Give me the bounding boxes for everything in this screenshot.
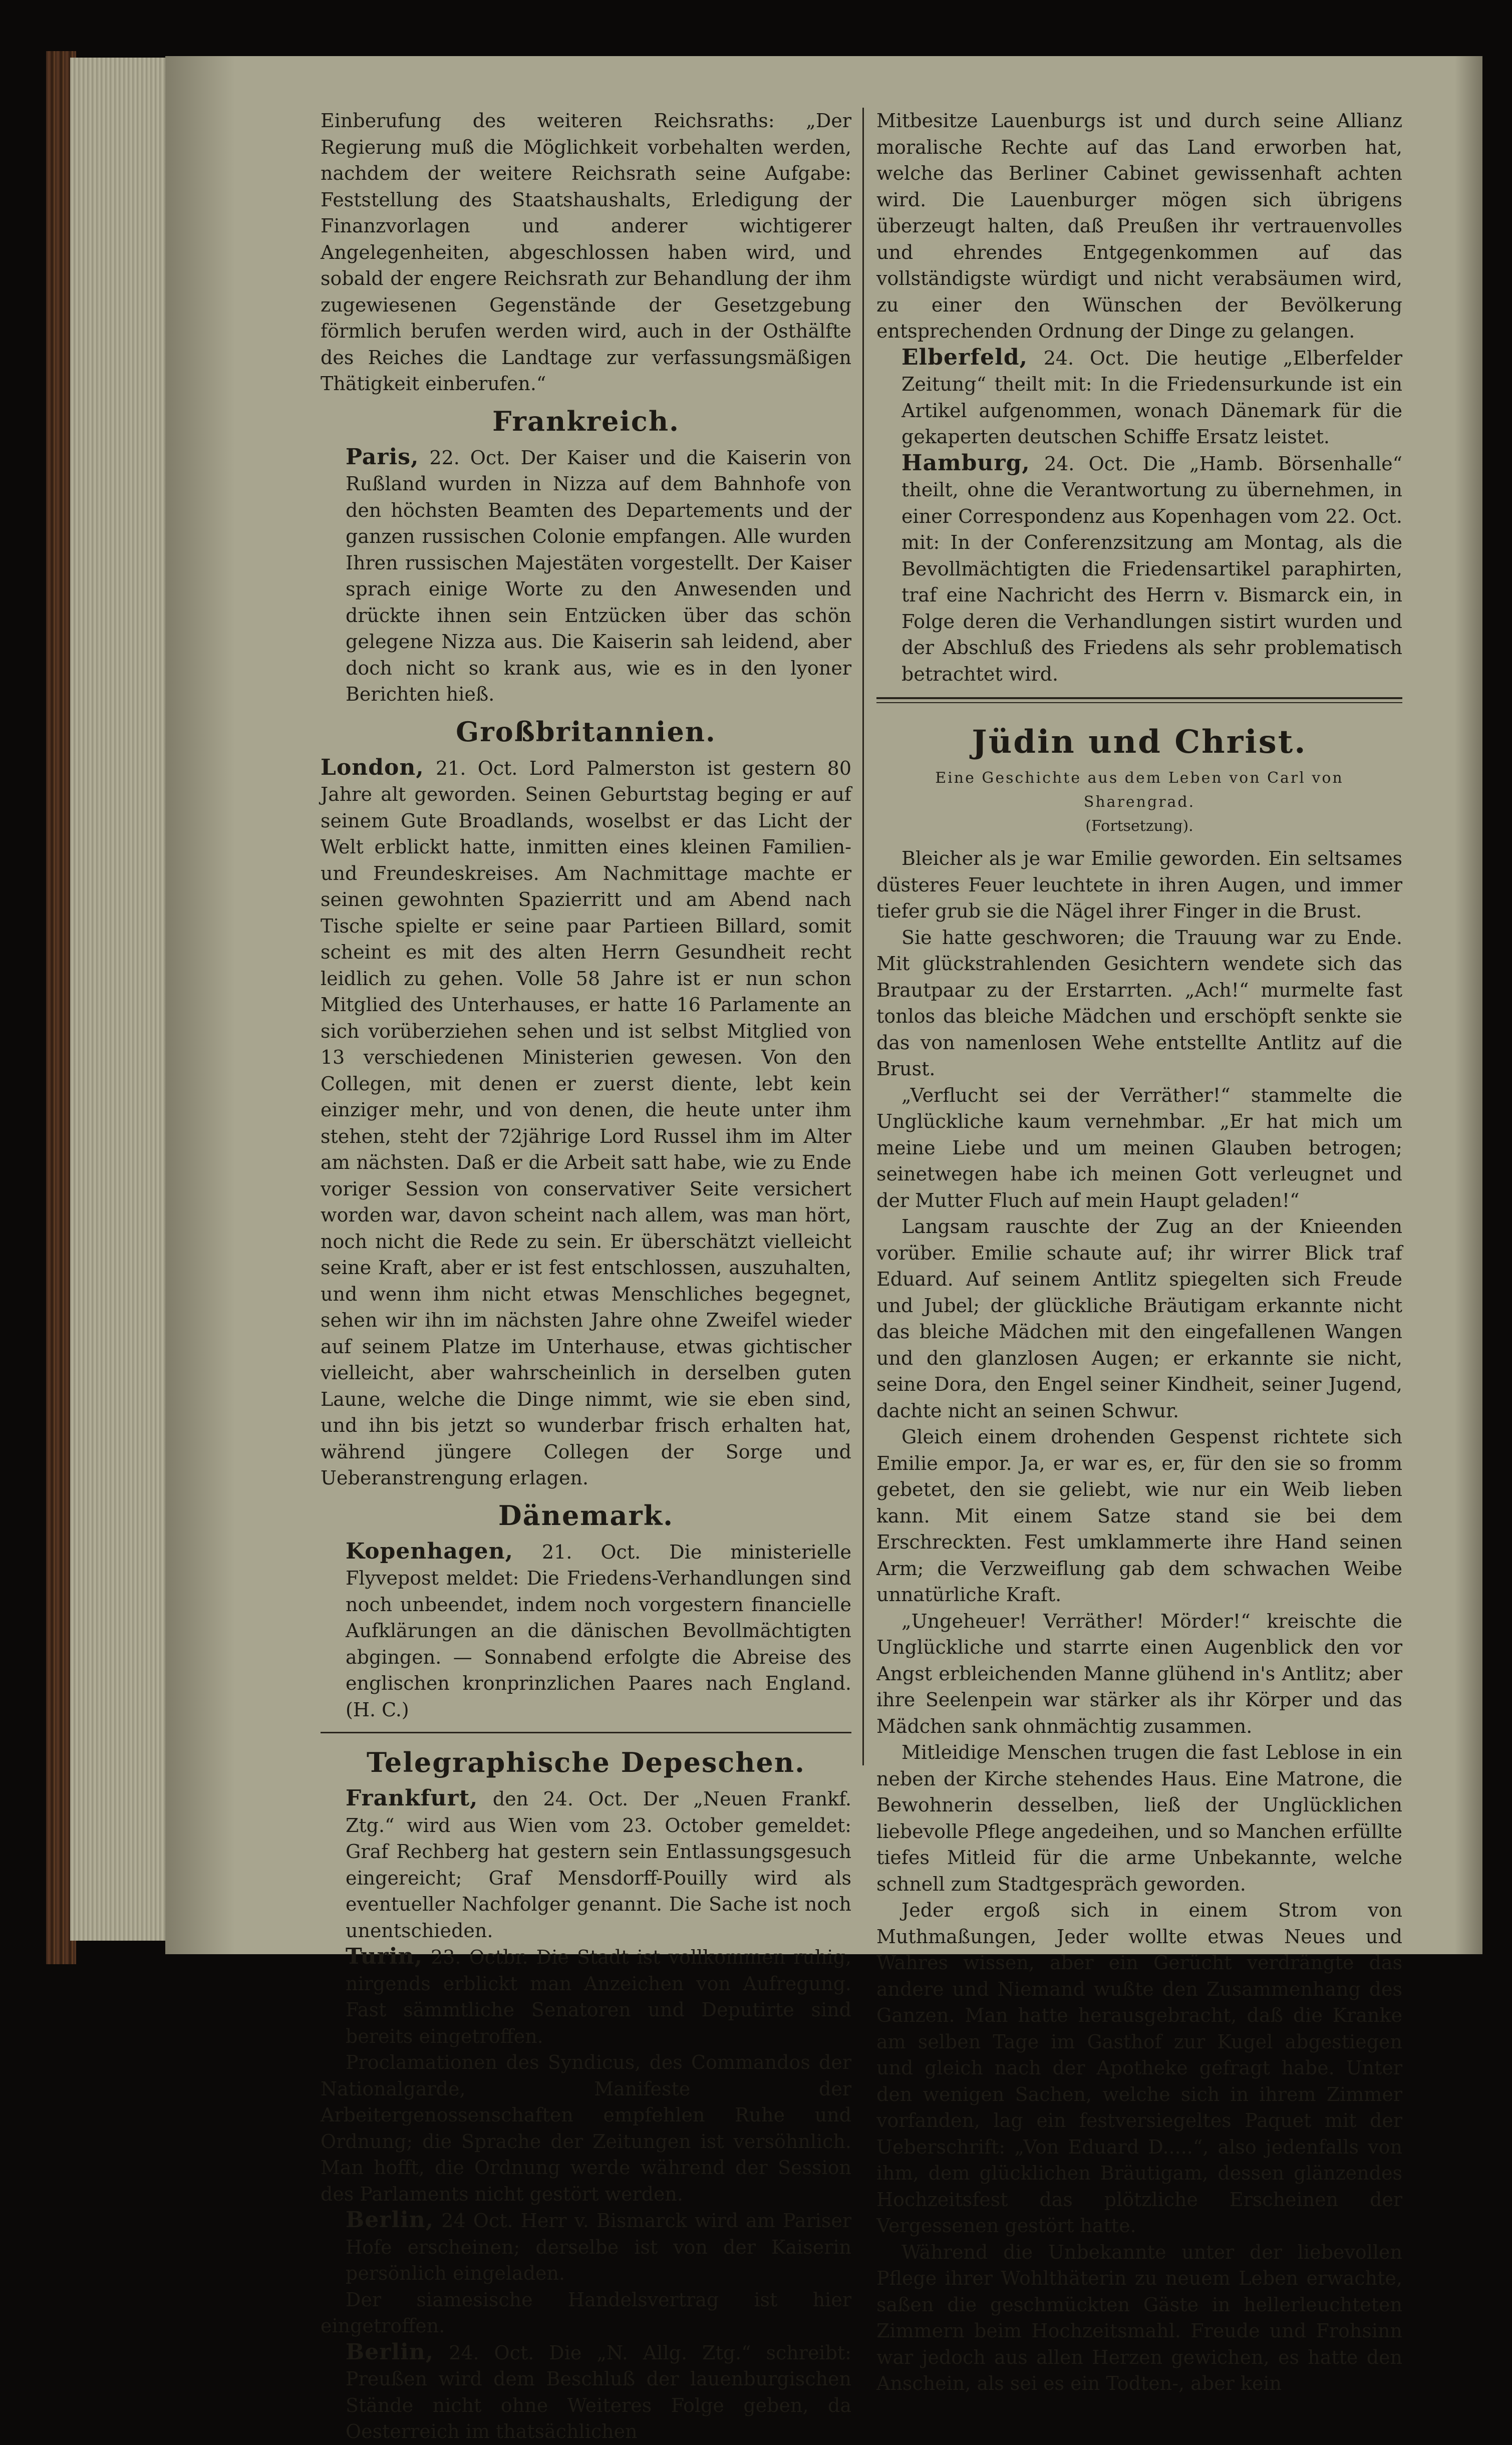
dispatch-item xyxy=(321,2339,851,2445)
dispatch-place: Berlin, xyxy=(346,2207,434,2233)
story-paragraph: Sie hatte geschworen; die Trauung war zu Ende. Mit glückstrahlenden Gesichtern wendete sich das Brautpaar zu der Erstarrten. „Ach!“ murmelte fast tonlos das bleiche Mädchen und erschöpft senkte sie das von namenlosen Wehe entstellte Antlitz auf die Brust. xyxy=(876,926,1402,1080)
heading-daenemark: Dänemark. xyxy=(498,1499,674,1532)
story-paragraph: „Verflucht sei der Verräther!“ stammelte die Unglückliche kaum vernehmbar. „Er hat mich um meine Liebe und um meinen Glauben betrogen; seinetwegen habe ich meinen Gott verleugnet und der Mutter Fluch auf mein Haupt geladen!“ xyxy=(876,1084,1402,1211)
article-elberfeld xyxy=(876,345,1402,450)
story-paragraph: Während die Unbekannte unter der liebevollen Pflege ihrer Wohlthäterin zu neuem Leben erwachte, saßen die geschmückten Gäste in hellerleuchteten Zimmern beim Hochzeitsmahl. Freude und Frohsinn war jedoch aus allen Herzen gewichen, es hatte den Anschein, als sei es ein Todten-, aber kein xyxy=(876,2241,1402,2394)
dispatch-text: den 24. Oct. Der „Neuen Frankf. Ztg.“ wird aus Wien vom 23. October gemeldet: Graf Rechberg hat gestern sein Entlassungsgesuch eingereicht; Graf Mensdorff-Pouilly wird als eventueller Nachfolger genannt. Die Sache ist noch unentschieden. xyxy=(346,1788,851,1942)
dispatch-text: 24 Oct. Herr v. Bismarck wird am Pariser Hofe erscheinen; derselbe ist von der Kaiserin persönlich eingeladen. xyxy=(346,2210,851,2284)
right-intro-text: Mitbesitze Lauenburgs ist und durch seine Allianz moralische Rechte auf das Land erworben hat, welche das Berliner Cabinet gewissenhaft achten wird. Die Lauenburger mögen sich übrigens überzeugt halten, daß Preußen ihr vertrauenvolles und ehrendes Entgegenkommen auf das vollständigste würdigt und nicht verabsäumen wird, zu einer den Wünschen der Bevölkerung entsprechenden Ordnung der Dinge zu gelangen. xyxy=(876,110,1402,342)
dispatch-place: Frankfurt, xyxy=(346,1785,478,1811)
place-paris: Paris, xyxy=(346,444,419,470)
right-column xyxy=(876,108,1402,2397)
heading-grossbritannien: Großbritannien. xyxy=(456,715,716,748)
dispatch-place: Turin, xyxy=(346,1944,423,1969)
story-paragraph: Mitleidige Menschen trugen die fast Leblose in ein neben der Kirche stehendes Haus. Eine Matrone, die Bewohnerin desselben, ließ der Unglücklichen liebevolle Pflege angedeihen, und so Manchen erfüllte tiefes Mitleid für die arme Unbekannte, welche schnell zum Stadtgespräch geworden. xyxy=(876,1741,1402,1895)
story-subtitle: Eine Geschichte aus dem Leben von Carl von Sharengrad. xyxy=(935,769,1344,811)
left-column xyxy=(321,108,851,2445)
story-paragraph: Jeder ergoß sich in einem Strom von Muthmaßungen, Jeder wollte etwas Neues und Wahres wissen, aber ein Gerücht verdrängte das andere und Niemand wußte den Zusammenhang des Ganzen. Man hatte herausgebracht, daß die Kranke am selben Tage im Gasthof zur Kugel abgestiegen und gleich nach der Apotheke gefragt habe. Unter den wenigen Sachen, welche sich in ihrem Zimmer vorfanden, lag ein festversiegeltes Paquet mit der Ueberschrift: „Von Eduard D.....“, also jedenfalls von ihm, dem glücklichen Bräutigam, dessen glänzendes Hochzeitsfest das plötzliche Erscheinen der Vergessenen gestört hatte. xyxy=(876,1899,1402,2237)
section-divider xyxy=(321,1732,851,1733)
dispatch-item xyxy=(321,1944,851,2049)
feuilleton-divider xyxy=(876,697,1402,703)
gutter-shadow xyxy=(165,56,235,1954)
heading-telegraphische-depeschen: Telegraphische Depeschen. xyxy=(367,1746,805,1778)
dispatch-item xyxy=(321,2287,851,2339)
page-right-edge xyxy=(1455,56,1482,1954)
article-paris-text: 22. Oct. Der Kaiser und die Kaiserin von Rußland wurden in Nizza auf dem Bahnhofe von den höchsten Beamten des Departements und der ganzen russischen Colonie empfangen. Alle wurden Ihren russischen Majestäten vorgestellt. Der Kaiser sprach einige Worte zu den Anwesenden und drückte ihnen sein Entzücken über das schön gelegene Nizza aus. Die Kaiserin sah leidend, aber doch nicht so krank aus, wie es in den lyoner Berichten hieß. xyxy=(346,446,851,705)
place-hamburg: Hamburg, xyxy=(901,450,1030,476)
story-paragraph: Gleich einem drohenden Gespenst richtete sich Emilie empor. Ja, er war es, er, für den sie so fromm gebetet, den sie geliebt, wie nur ein Weib lieben kann. Mit einem Satze stand sie bei dem Erschreckten. Fest umklammerte ihre Hand seinen Arm; die Verzweiflung gab dem schwachen Weibe unnatürliche Kraft. xyxy=(876,1426,1402,1606)
left-intro-text: Einberufung des weiteren Reichsraths: „Der Regierung muß die Möglichkeit vorbehalten werden, nachdem der weitere Reichsrath seine Aufgabe: Feststellung des Staatshaushalts, Erledigung der Finanzvorlagen und anderer wichtigerer Angelegenheiten, abgeschlossen haben wird, und sobald der engere Reichsrath zur Behandlung der ihm zugewiesenen Gegenstände der Gesetzgebung förmlich berufen werden wird, auch in der Osthälfte des Reiches die Landtage zur verfassungsmäßigen Thätigkeit einberufen.“ xyxy=(321,110,851,395)
dispatch-text: Der siamesische Handelsvertrag ist hier eingetroffen. xyxy=(321,2288,851,2337)
article-paris xyxy=(321,444,851,708)
dispatch-item xyxy=(321,2049,851,2207)
article-kopenhagen-text: 21. Oct. Die ministerielle Flyvepost meldet: Die Friedens-Verhandlungen sind noch unbeendet, indem noch vorgestern financielle Aufklärungen an die dänischen Bevollmächtigten abgingen. — Sonnabend erfolgte die Abreise des englischen kronprinzlichen Paares nach England. (H. C.) xyxy=(346,1541,851,1721)
dispatch-text: 23. Octbr. Die Stadt ist vollkommen ruhig, nirgends erblickt man Anzeichen von Aufregung. Fast sämmtliche Senatoren und Deputirte sind bereits eingetroffen. xyxy=(346,1946,851,2047)
story-paragraph: „Ungeheuer! Verräther! Mörder!“ kreischte die Unglückliche und starrte einen Augenblick den vor Angst erbleichenden Manne glühend in's Antlitz; aber ihre Seelenpein war stärker als ihr Körper und das Mädchen sank ohnmächtig zusammen. xyxy=(876,1610,1402,1737)
article-hamburg-text: 24. Oct. Die „Hamb. Börsenhalle“ theilt, ohne die Verantwortung zu übernehmen, in einer Correspondenz aus Kopenhagen vom 22. Oct. mit: In der Conferenzsitzung am Montag, als die Bevollmächtigten die Friedensartikel paraphirten, traf eine Nachricht des Herrn v. Bismarck ein, in Folge deren die Verhandlungen sistirt wurden und der Abschluß des Friedens als sehr problematisch betrachtet wird. xyxy=(901,452,1402,685)
article-elberfeld-text: 24. Oct. Die heutige „Elberfelder Zeitung“ theilt mit: In die Friedensurkunde ist ein Artikel aufgenommen, wonach Dänemark für die gekaperten deutschen Schiffe Ersatz leistet. xyxy=(901,347,1402,448)
article-london xyxy=(321,755,851,1491)
story-paragraph: Langsam rauschte der Zug an der Knieenden vorüber. Emilie schaute auf; ihr wirrer Blick traf Eduard. Auf seinem Antlitz spiegelten sich Freude und Jubel; der glückliche Bräutigam erkannte nicht das bleiche Mädchen mit den eingefallenen Wangen und den glanzlosen Augen; er erkannte sie nicht, seine Dora, den Engel seiner Kindheit, seiner Jugend, dachte nicht an seinen Schwur. xyxy=(876,1215,1402,1422)
article-kopenhagen xyxy=(321,1539,851,1723)
dispatch-place: Berlin, xyxy=(346,2339,434,2365)
article-hamburg xyxy=(876,450,1402,688)
column-rule xyxy=(862,108,864,1765)
dispatch-item xyxy=(321,1785,851,1944)
dispatch-text: Proclamationen des Syndicus, des Commandos der Nationalgarde, Manifeste der Arbeitergenossenschaften empfehlen Ruhe und Ordnung; die Sprache der Zeitungen ist versöhnlich. Man hofft, die Ordnung werde während der Session des Parlaments nicht gestört werden. xyxy=(321,2051,851,2205)
place-kopenhagen: Kopenhagen, xyxy=(346,1538,513,1564)
dispatch-item xyxy=(321,2207,851,2287)
place-london: London, xyxy=(321,754,424,780)
dispatch-text: 24. Oct. Die „N. Allg. Ztg.“ schreibt: Preußen wird dem Beschluß der lauenburgischen Stände nicht ohne Weiteres Folge geben, da Oesterreich im thatsächlichen xyxy=(346,2341,851,2442)
place-elberfeld: Elberfeld, xyxy=(901,344,1028,370)
heading-frankreich: Frankreich. xyxy=(492,405,680,437)
article-london-text: 21. Oct. Lord Palmerston ist gestern 80 Jahre alt geworden. Seinen Geburtstag beging er auf seinem Gute Broadlands, woselbst er das Licht der Welt erblickt hatte, inmitten eines kleinen Familien- und Freundeskreises. Am Nachmittage machte er seinen gewohnten Spazierritt und am Abend nach Tische spielte er seine paar Partieen Billard, somit scheint es mit des alten Herrn Gesundheit recht leidlich zu gehen. Volle 58 Jahre ist er nun schon Mitglied des Unterhauses, er hatte 16 Parlamente an sich vorüberziehen sehen und ist selbst Mitglied von 13 verschiedenen Ministerien gewesen. Von den Collegen, mit denen er zuerst diente, lebt kein einziger mehr, und von denen, die heute unter ihm stehen, steht der 72jährige Lord Russel ihm im Alter am nächsten. Daß er die Arbeit satt habe, wie zu Ende voriger Session von conservativer Seite versichert worden war, davon scheint nach allem, was man hört, noch nicht die Rede zu sein. Er überschätzt vielleicht seine Kraft, aber er ist fest entschlossen, auszuhalten, und wenn ihm nicht etwas Menschliches begegnet, sehen wir ihn im nächsten Jahre ohne Zweifel wieder auf seinem Platze im Unterhause, etwas gichtischer vielleicht, aber wahrscheinlich in derselben guten Laune, welche die Dinge nimmt, wie sie eben sind, und ihn bis jetzt so wunderbar frisch erhalten hat, während jüngere Collegen der Sorge und Ueberanstrengung erlagen. xyxy=(321,757,851,1489)
story-continuation: (Fortsetzung). xyxy=(1085,817,1193,835)
story-title: Jüdin und Christ. xyxy=(972,723,1307,761)
story-paragraph: Bleicher als je war Emilie geworden. Ein seltsames düsteres Feuer leuchtete in ihren Augen, und immer tiefer grub sie die Nägel ihrer Finger in die Brust. xyxy=(876,847,1402,922)
